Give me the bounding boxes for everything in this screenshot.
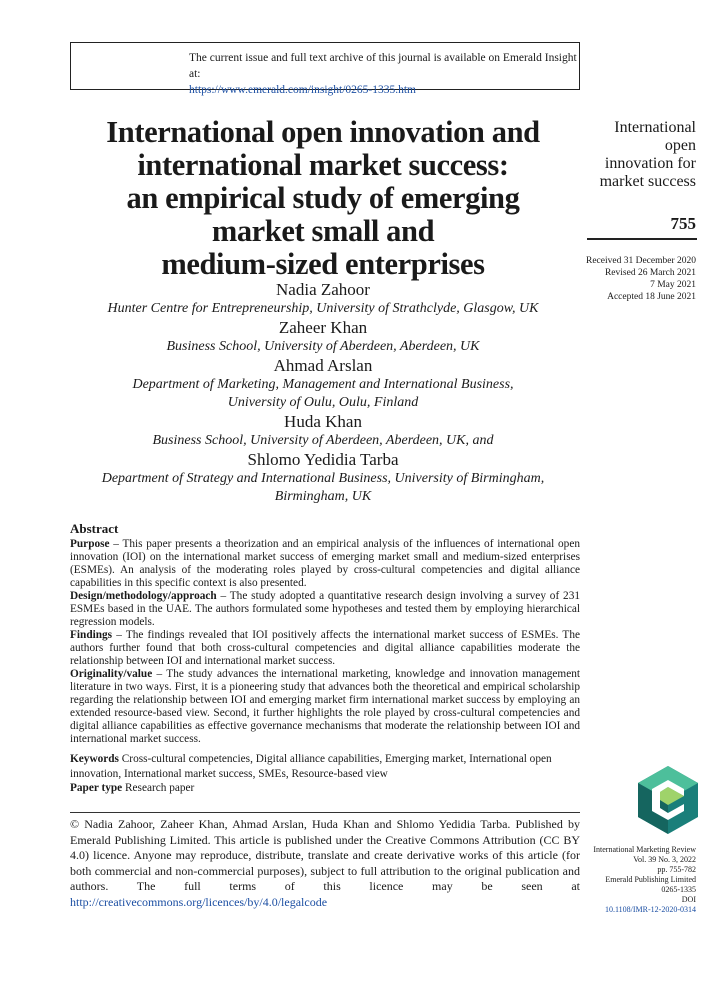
submission-dates (580, 255, 696, 303)
journal-publisher: Emerald Publishing Limited (605, 875, 696, 884)
journal-name: International Marketing Review (593, 845, 696, 854)
journal-archive-link[interactable]: https://www.emerald.com/insight/0265-1335.htm (189, 84, 416, 96)
journal-pages: pp. 755-782 (657, 865, 696, 874)
title-line: medium-sized enterprises (161, 247, 485, 281)
license-text: © Nadia Zahoor, Zaheer Khan, Ahmad Arslan, Huda Khan and Shlomo Yedidia Tarba. Published by Emerald Publishing Limited. This article is published under the Creative Commons Attribution (CC BY 4.0) licence. Anyone may reproduce, distribute, translate and create derivative works of this article (for both commercial and non-commercial purposes), subject to full attribution to the original publication and authors. The full terms of this licence may be seen at (70, 817, 580, 893)
abstract-purpose (70, 538, 580, 590)
abstract-heading: Abstract (70, 521, 119, 536)
keywords-text: Cross-cultural competencies, Digital alliance capabilities, Emerging market, International open innovation, International market success, SMEs, Resource-based view (70, 753, 552, 780)
section-text: – The study advances the international marketing, knowledge and innovation management literature in two ways. First, it is a pioneering study that advances both the theoretical and empirical scholarship regarding the relationship between IOI and emerging market firm international market success by employing an extended resource-based view. Second, it further highlights the role played by cross-cultural competencies and digital alliance capabilities as effective governance mechanisms that moderate the relationship between IOI and international market success. (70, 668, 580, 745)
author-affiliation: Department of Strategy and International Business, University of Birmingham, (101, 471, 545, 486)
author-list (68, 280, 578, 506)
article-title (68, 116, 578, 281)
section-text: – This paper presents a theorization and an empirical analysis of the influences of international open innovation (IOI) on the international market success of emerging market small and medium-sized enterprises (ESMEs). An analysis of the moderating roles played by cross-cultural competencies and digital alliance capabilities in this specific context is also presented. (70, 538, 580, 589)
abstract-methodology (70, 590, 580, 629)
author-name: Huda Khan (284, 412, 362, 431)
revised-date: Revised 26 March 2021 (604, 268, 696, 278)
author-affiliation: Birmingham, UK (274, 489, 372, 504)
journal-doi (574, 895, 696, 915)
publisher-logo-graphic (638, 766, 698, 834)
received-date: Received 31 December 2020 (586, 256, 696, 266)
paper-type-text: Research paper (122, 782, 195, 794)
revised-date-2: 7 May 2021 (650, 280, 696, 290)
section-label: Findings (70, 629, 113, 641)
section-label: Design/methodology/approach (70, 590, 217, 602)
abstract-originality (70, 668, 580, 746)
running-title-line: open (664, 137, 696, 154)
side-divider (587, 238, 697, 240)
author-name: Nadia Zahoor (276, 280, 370, 299)
section-label: Purpose (70, 538, 110, 550)
keywords (70, 752, 580, 782)
license-divider (70, 812, 580, 813)
author-name: Ahmad Arslan (273, 356, 373, 375)
license-notice (70, 817, 580, 910)
section-text: – The findings revealed that IOI positively affects the international market success of ESMEs. The authors further found that both cross-cultural competencies and digital alliance capabilities moderate the relationship between IOI and international market success. (70, 629, 580, 667)
paper-type (70, 782, 580, 795)
abstract-findings (70, 629, 580, 668)
author-affiliation: University of Oulu, Oulu, Finland (227, 395, 419, 410)
running-title-line: market success (599, 173, 696, 190)
title-line: International open innovation and (106, 115, 540, 149)
journal-volume: Vol. 39 No. 3, 2022 (633, 855, 696, 864)
section-text: – The study adopted a quantitative research design involving a survey of 231 ESMEs based in the UAE. The authors formulated some hypotheses and tested them by employing hierarchical regression models. (70, 590, 580, 628)
license-link[interactable]: http://creativecommons.org/licences/by/4.0/legalcode (70, 894, 328, 909)
author-name: Zaheer Khan (278, 318, 368, 337)
doi-label: DOI (681, 895, 696, 904)
keywords-label: Keywords (70, 753, 119, 765)
page-number: 755 (670, 214, 696, 233)
author-name: Shlomo Yedidia Tarba (247, 450, 399, 469)
running-title (580, 119, 696, 191)
running-title-line: International (614, 119, 696, 136)
running-title-line: innovation for (604, 155, 696, 172)
author-affiliation: Hunter Centre for Entrepreneurship, University of Strathclyde, Glasgow, UK (107, 301, 539, 316)
journal-availability-banner (70, 42, 580, 96)
publisher-logo-icon (638, 766, 698, 834)
author-affiliation: Department of Marketing, Management and International Business, (132, 377, 514, 392)
author-affiliation: Business School, University of Aberdeen, Aberdeen, UK (166, 339, 480, 354)
author-affiliation: Business School, University of Aberdeen, Aberdeen, UK, and (152, 433, 494, 448)
journal-issn: 0265-1335 (661, 885, 696, 894)
banner-text: The current issue and full text archive of this journal is available on Emerald Insight at: (189, 52, 577, 80)
section-label: Originality/value (70, 668, 153, 680)
accepted-date: Accepted 18 June 2021 (607, 292, 696, 302)
title-line: market small and (211, 214, 435, 248)
paper-type-label: Paper type (70, 782, 123, 794)
doi-link[interactable]: 10.1108/IMR-12-2020-0314 (604, 905, 696, 914)
title-line: an empirical study of emerging (126, 181, 520, 215)
abstract (70, 521, 580, 795)
journal-info (574, 845, 696, 915)
title-line: international market success: (137, 148, 509, 182)
